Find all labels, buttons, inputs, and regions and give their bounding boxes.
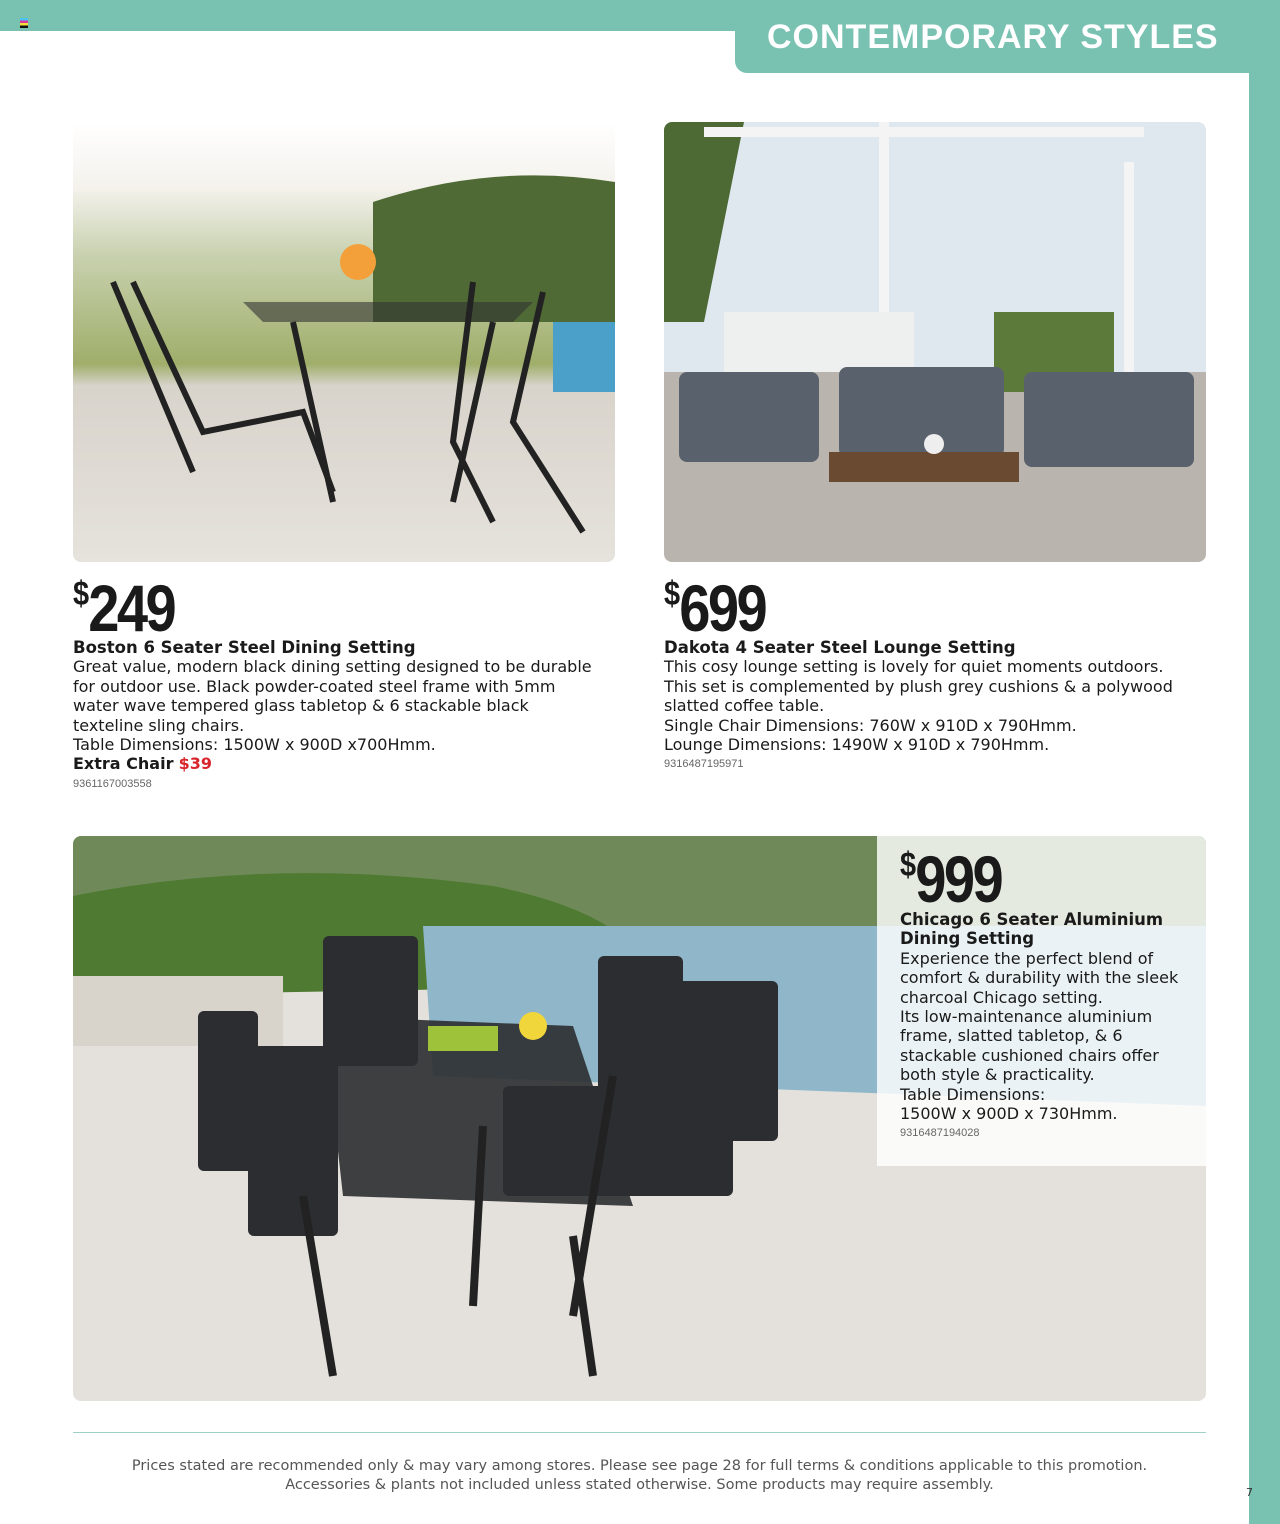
boston-dining-photo (73, 122, 615, 562)
product-code: 9316487194028 (900, 1127, 980, 1140)
desc-line: for outdoor use. Black powder-coated steel frame with 5mm (73, 676, 556, 696)
product-name: Dakota 4 Seater Steel Lounge Setting (664, 638, 1016, 657)
side-strip (1249, 0, 1280, 1524)
price-value: 699 (679, 571, 766, 645)
footer-line: Accessories & plants not included unless stated otherwise. Some products may require assembly. (285, 1477, 994, 1493)
print-color-marks (20, 18, 28, 28)
desc-line: texteline sling chairs. (73, 715, 245, 735)
footer-divider (73, 1432, 1206, 1433)
desc-line: This cosy lounge setting is lovely for quiet moments outdoors. (664, 657, 1164, 677)
chicago-price (900, 842, 1002, 916)
desc-line: water wave tempered glass tabletop & 6 stackable black (73, 696, 529, 716)
desc-line: stackable cushioned chairs offer (900, 1045, 1159, 1065)
dakota-lounge-photo (664, 122, 1206, 562)
desc-line: frame, slatted tabletop, & 6 (900, 1026, 1123, 1046)
price-value: 249 (88, 571, 175, 645)
dakota-price (664, 571, 766, 645)
desc-line: Great value, modern black dining setting designed to be durable (73, 657, 592, 677)
product-name: Chicago 6 Seater Aluminium (900, 910, 1164, 929)
desc-line: This set is complemented by plush grey cushions & a polywood (664, 676, 1173, 696)
product-name: Dining Setting (900, 929, 1035, 949)
footer-line: Prices stated are recommended only & may vary among stores. Please see page 28 for full terms & conditions applicable to this promotion. (131, 1458, 1148, 1474)
currency-symbol: $ (900, 846, 914, 884)
footer-disclaimer (73, 1457, 1206, 1495)
price-value: 999 (915, 842, 1002, 916)
section-title: CONTEMPORARY STYLES (735, 0, 1249, 73)
extra-chair-price: $39 (178, 754, 212, 774)
desc-line: Lounge Dimensions: 1490W x 910D x 790Hmm. (664, 735, 1050, 755)
desc-line: both style & practicality. (900, 1065, 1095, 1085)
product-code: 9361167003558 (73, 777, 152, 790)
desc-line: comfort & durability with the sleek (900, 968, 1179, 988)
desc-line: charcoal Chicago setting. (900, 987, 1103, 1007)
desc-line: Table Dimensions: (900, 1084, 1046, 1104)
desc-line: Table Dimensions: 1500W x 900D x700Hmm. (73, 735, 436, 755)
desc-line: slatted coffee table. (664, 696, 825, 716)
boston-info (73, 638, 613, 791)
product-code: 9316487195971 (664, 758, 744, 771)
product-name: Boston 6 Seater Steel Dining Setting (73, 638, 416, 657)
dakota-info (664, 638, 1204, 771)
desc-line: 1500W x 900D x 730Hmm. (900, 1104, 1118, 1124)
boston-price (73, 571, 175, 645)
desc-line: Experience the perfect blend of (900, 948, 1154, 968)
page-number: 7 (1246, 1486, 1253, 1499)
chicago-info (900, 910, 1200, 1140)
desc-line: Its low-maintenance aluminium (900, 1007, 1153, 1027)
currency-symbol: $ (73, 575, 87, 613)
currency-symbol: $ (664, 575, 678, 613)
desc-line: Single Chair Dimensions: 760W x 910D x 790Hmm. (664, 715, 1077, 735)
extra-chair-label: Extra Chair (73, 754, 174, 774)
